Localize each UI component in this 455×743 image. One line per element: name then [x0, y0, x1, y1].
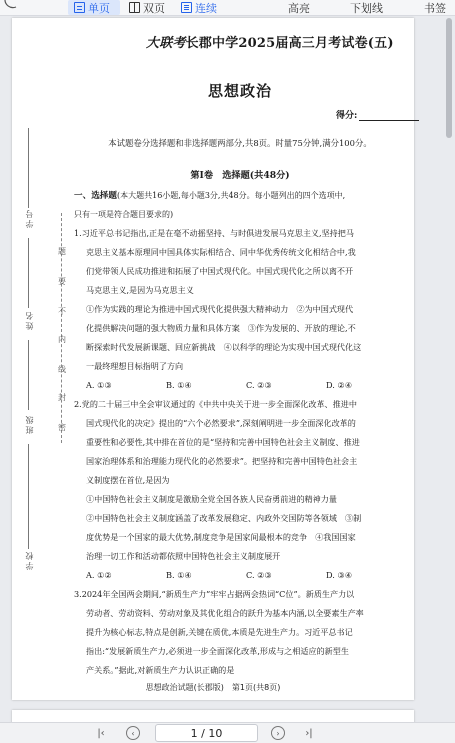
answer-options — [74, 376, 406, 395]
question-line: 马克思主义,是因为马克思主义 — [86, 285, 194, 295]
question-line: 指出:“发展新质生产力,必须进一步全面深化改革,形成与之相适应的新型生 — [86, 646, 349, 656]
section-title: 一、选择题 — [74, 191, 117, 201]
question-line: 2.党的二十届三中全会审议通过的《中共中央关于进一步全面深化改革、推进中 — [74, 399, 357, 409]
question-1 — [74, 224, 406, 395]
seal-char: 密 — [58, 423, 66, 432]
previous-page-button[interactable] — [126, 726, 140, 740]
question-line: 义制度摆在首位,是因为 — [86, 475, 170, 485]
option-a: A. ①③ — [86, 380, 112, 390]
document-page — [12, 18, 414, 700]
double-page-label: 双页 — [143, 1, 165, 15]
option-c: C. ②③ — [246, 380, 272, 390]
highlight-label: 高亮 — [288, 1, 310, 15]
question-line: 国家治理体系和治理能力现代化的必然要求”。把坚持和完善中国特色社会主 — [86, 456, 358, 466]
double-page-icon — [129, 2, 140, 13]
question-line: 提升为核心标志,特点是创新,关键在质优,本质是先进生产力。习近平总书记 — [86, 627, 353, 637]
next-page-button[interactable] — [271, 726, 285, 740]
continuous-label: 连续 — [195, 1, 217, 15]
statement-line: 化提供解决问题的强大物质力量和具体方案 ③作为发展的、开放的理论,不 — [86, 323, 356, 333]
seal-char: 内 — [58, 335, 66, 344]
bookmark-label: 书签 — [424, 1, 446, 15]
page-footer: 思想政治试题(长郡版) 第1页(共8页) — [145, 683, 281, 692]
statement-line: 治理一切工作和活动都依照中国特色社会主义制度展开 — [86, 551, 281, 561]
field-line — [28, 340, 29, 410]
class-label: 班级 — [25, 414, 34, 434]
section-heading — [74, 186, 406, 224]
score-field — [336, 108, 419, 121]
highlight-button[interactable] — [288, 0, 310, 15]
question-line: 国式现代化的决定》提出的“六个必然要求”,深刻阐明进一步全面深化改革的 — [86, 418, 356, 428]
last-page-icon: ›| — [305, 727, 313, 739]
option-b: B. ①④ — [166, 570, 192, 580]
statement-line: ①作为实践的理论为推进中国式现代化提供强大精神动力 ②为中国式现代 — [86, 304, 354, 314]
page-indicator: 1 / 10 — [190, 726, 223, 740]
first-page-button[interactable] — [94, 726, 108, 740]
seal-char: 不 — [58, 307, 66, 316]
question-line: 劳动者、劳动资料、劳动对象及其优化组合的跃升为基本内涵,以全要素生产率 — [86, 608, 364, 618]
single-page-button[interactable] — [74, 0, 110, 15]
question-line: 们党带领人民成功推进和拓展了中国式现代化。中国式现代化之所以离不开 — [86, 266, 354, 276]
field-line — [28, 238, 29, 308]
underline-button[interactable] — [350, 0, 383, 15]
student-number-label: 学号 — [25, 208, 34, 228]
first-page-icon: |‹ — [97, 727, 105, 739]
back-arc-icon[interactable] — [2, 0, 18, 13]
continuous-button[interactable] — [181, 0, 217, 15]
bookmark-button[interactable] — [424, 0, 446, 15]
statement-line: 度优势是一个国家的最大优势,制度竞争是国家间最根本的竞争 ④我国国家 — [86, 532, 356, 542]
question-3 — [74, 585, 406, 680]
seal-char: 封 — [58, 393, 66, 402]
score-blank — [359, 120, 419, 121]
page-navigation — [0, 722, 455, 743]
question-line: 3.2024年全国两会期间,“新质生产力”牢牢占据两会热词“C位”。新质生产力以 — [74, 589, 355, 599]
section-note: 只有一项是符合题目要求的) — [74, 210, 174, 219]
statement-line: 断探索时代发展新课题、回应新挑战 ④以科学的理论为实现中国式现代化这 — [86, 342, 362, 352]
option-d: D. ②④ — [326, 380, 353, 390]
page-number-input[interactable] — [155, 724, 258, 742]
option-b: B. ①④ — [166, 380, 192, 390]
toolbar — [0, 0, 455, 16]
question-2 — [74, 395, 406, 585]
option-d: D. ③④ — [326, 570, 353, 580]
underline-label: 下划线 — [350, 1, 383, 15]
statement-line: ①中国特色社会主义制度是激励全党全国各族人民奋勇前进的精神力量 — [86, 494, 337, 504]
last-page-button[interactable] — [302, 726, 316, 740]
section-note: (本大题共16小题,每小题3分,共48分。每小题列出的四个选项中, — [116, 191, 346, 200]
binding-margin — [12, 18, 78, 700]
double-page-button[interactable] — [129, 0, 165, 15]
question-line: 重要性和必要性,其中排在首位的是“坚持和完善中国特色社会主义制度、推进 — [86, 437, 360, 447]
field-line — [28, 128, 29, 208]
scrollbar-thumb[interactable] — [446, 18, 452, 138]
subject-title: 思想政治 — [207, 82, 272, 100]
question-line: 克思主义基本原理同中国具体实际相结合、同中华优秀传统文化相结合中,我 — [86, 247, 356, 257]
brand-mark: 大联考 — [146, 36, 186, 51]
question-line: 产关系。”据此,对新质生产力认识正确的是 — [86, 665, 235, 675]
exam-header — [146, 32, 394, 51]
exam-title: 长郡中学2025届高三月考试卷(五) — [185, 36, 394, 51]
statement-line: 一最终理想目标指明了方向 — [86, 361, 184, 371]
part-title: 第Ⅰ卷 选择题(共48分) — [190, 170, 290, 181]
question-line: 1.习近平总书记指出,正是在毫不动摇坚持、与时俱进发展马克思主义,坚持把马 — [74, 228, 354, 238]
exam-intro: 本试题卷分选择题和非选择题两部分,共8页。时量75分钟,满分100分。 — [108, 138, 372, 148]
seal-char: 线 — [58, 365, 66, 374]
seal-char: 题 — [58, 247, 66, 256]
name-label: 姓名 — [25, 310, 34, 330]
chevron-left-icon: ‹ — [131, 728, 135, 738]
single-page-icon — [74, 2, 85, 13]
school-label: 学校 — [25, 550, 34, 570]
seal-char: 要 — [58, 277, 66, 286]
single-page-label: 单页 — [88, 1, 110, 15]
score-label: 得分: — [336, 111, 358, 121]
statement-line: ②中国特色社会主义制度涵盖了改革发展稳定、内政外交国防等各领域 ③制 — [86, 513, 362, 523]
continuous-icon — [181, 2, 192, 13]
option-c: C. ②③ — [246, 570, 272, 580]
chevron-right-icon: › — [276, 728, 280, 738]
option-a: A. ①② — [86, 570, 112, 580]
answer-options — [74, 566, 406, 585]
field-line — [28, 444, 29, 549]
